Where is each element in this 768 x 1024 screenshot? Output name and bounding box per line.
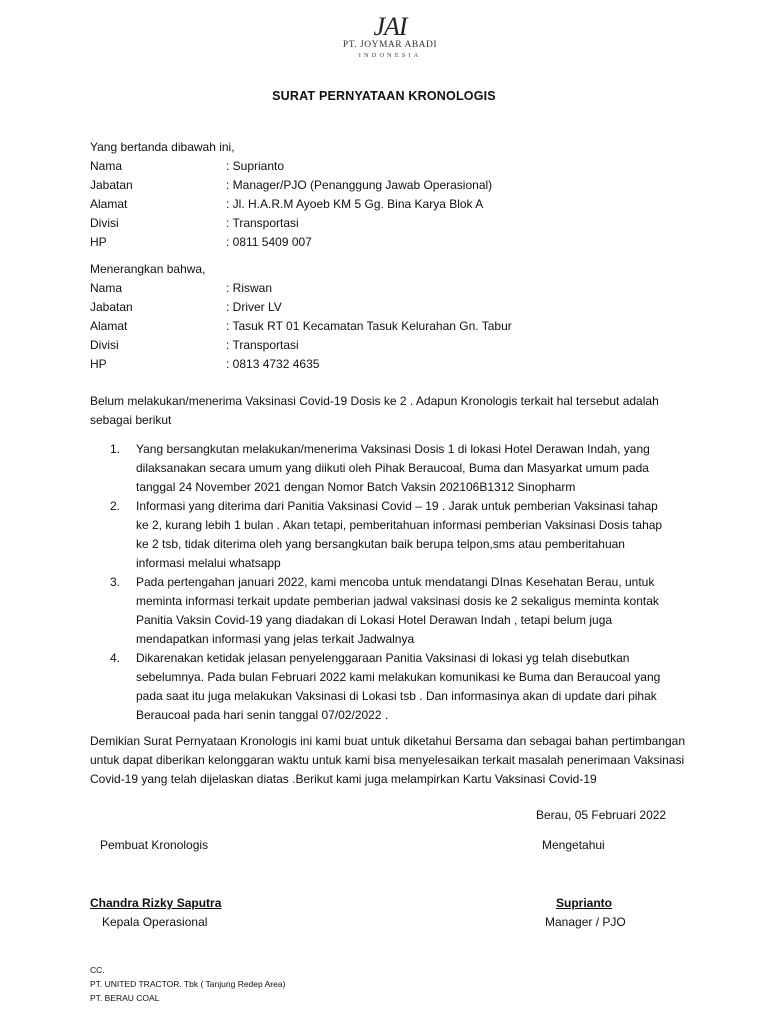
list-item-number: 1. (110, 442, 121, 456)
section-intro: Yang bertanda dibawah ini, (90, 140, 235, 154)
field-value: : Transportasi (226, 338, 299, 352)
field-row (90, 336, 512, 355)
field-row (90, 176, 492, 195)
cc-recipient: PT. UNITED TRACTOR. Tbk ( Tanjung Redep Area) (90, 979, 286, 989)
signer-left-name: Chandra Rizky Saputra (90, 896, 222, 910)
list-item (110, 573, 670, 649)
field-row (90, 355, 512, 374)
field-label: Jabatan (90, 178, 133, 192)
place-date: Berau, 05 Februari 2022 (536, 808, 667, 822)
field-label: Divisi (90, 216, 119, 230)
field-row (90, 157, 492, 176)
logo-country: INDONESIA (358, 52, 422, 59)
signer-left-role: Pembuat Kronologis (100, 838, 209, 852)
field-row (90, 298, 512, 317)
field-row (90, 195, 492, 214)
list-item-number: 2. (110, 499, 121, 513)
field-row (90, 279, 512, 298)
field-value: : Suprianto (226, 159, 285, 173)
signer-right-name: Suprianto (556, 896, 612, 910)
cc-block (90, 963, 285, 1005)
section-intro: Menerangkan bahwa, (90, 262, 206, 276)
field-label: Nama (90, 159, 123, 173)
field-row (90, 233, 492, 252)
field-label: Alamat (90, 197, 128, 211)
list-item-number: 3. (110, 575, 121, 589)
field-label: Jabatan (90, 300, 133, 314)
field-label: HP (90, 235, 107, 249)
logo-mark: JAI (373, 12, 407, 41)
list-item (110, 440, 670, 497)
chronology-list (110, 440, 670, 725)
section-declarant (90, 138, 492, 252)
field-value: : Manager/PJO (Penanggung Jawab Operasional) (226, 178, 493, 192)
cc-recipient: PT. BERAU COAL (90, 993, 160, 1003)
field-label: Divisi (90, 338, 119, 352)
field-label: Nama (90, 281, 123, 295)
field-value: : Jl. H.A.R.M Ayoeb KM 5 Gg. Bina Karya Blok A (226, 197, 484, 211)
field-value: : Riswan (226, 281, 273, 295)
statement-paragraph: Belum melakukan/menerima Vaksinasi Covid-19 Dosis ke 2 . Adapun Kronologis terkait hal tersebut adalah sebagai berikut (90, 394, 659, 427)
list-item-number: 4. (110, 651, 121, 665)
field-value: : 0811 5409 007 (226, 235, 312, 249)
signer-right-title: Manager / PJO (545, 915, 626, 929)
list-item-text: Dikarenakan ketidak jelasan penyelenggaraan Panitia Vaksinasi di lokasi yg telah disebutkan sebelumnya. Pada bulan Februari 2022 kami melakukan komunikasi ke Buma dan Beraucoal yang pada saat itu juga melakukan Vaksinasi di Lokasi tsb . Dan informasinya akan di update dari pihak Beraucoal pada hari senin tanggal 07/02/2022 . (136, 651, 661, 722)
document-title: SURAT PERNYATAAN KRONOLOGIS (272, 89, 496, 103)
field-value: : Tasuk RT 01 Kecamatan Tasuk Kelurahan Gn. Tabur (226, 319, 512, 333)
list-item-text: Yang bersangkutan melakukan/menerima Vaksinasi Dosis 1 di lokasi Hotel Derawan Indah, yang dilaksanakan secara umum yang diikuti oleh Pihak Beraucoal, Buma dan Masyarkat umum pada tanggal 24 November 2021 dengan Nomor Batch Vaksin 202106B1312 Sinopharm (136, 442, 650, 494)
closing-paragraph: Demikian Surat Pernyataan Kronologis ini kami buat untuk diketahui Bersama dan sebagai bahan pertimbangan untuk dapat diberikan kelonggaran waktu untuk kami bisa menyelesaikan terkait masalah penerimaan Vaksinasi Covid-19 yang telah dijelaskan diatas .Berikut kami juga melampirkan Kartu Vaksinasi Covid-19 (90, 734, 686, 786)
field-label: Alamat (90, 319, 128, 333)
field-row (90, 214, 492, 233)
company-logo (330, 14, 450, 60)
list-item (110, 649, 670, 725)
section-subject (90, 260, 512, 374)
field-value: : Driver LV (226, 300, 282, 314)
cc-label: CC. (90, 965, 105, 975)
field-row (90, 317, 512, 336)
field-value: : Transportasi (226, 216, 299, 230)
list-item (110, 497, 670, 573)
list-item-text: Pada pertengahan januari 2022, kami mencoba untuk mendatangi DInas Kesehatan Berau, untuk meminta informasi terkait update pemberian jadwal vaksinasi dosis ke 2 sekaligus meminta kontak Panitia Vaksin Covid-19 yang diadakan di Lokasi Hotel Derawan Indah , tetapi belum juga mendapatkan informasi yang jelas terkait Jadwalnya (136, 575, 659, 646)
list-item-text: Informasi yang diterima dari Panitia Vaksinasi Covid – 19 . Jarak untuk pemberian Vaksinasi tahap ke 2, kurang lebih 1 bulan . Akan tetapi, pemberitahuan informasi pemberian Vaksinasi Dosis tahap ke 2 tsb, tidak diterima oleh yang bersangkutan baik berupa telpon,sms atau pemberitahuan informasi melalui whatsapp (136, 499, 663, 570)
field-value: : 0813 4732 4635 (226, 357, 320, 371)
logo-company-name: PT. JOYMAR ABADI (342, 40, 438, 50)
field-label: HP (90, 357, 107, 371)
signer-right-role: Mengetahui (542, 838, 605, 852)
signer-left-title: Kepala Operasional (102, 915, 208, 929)
